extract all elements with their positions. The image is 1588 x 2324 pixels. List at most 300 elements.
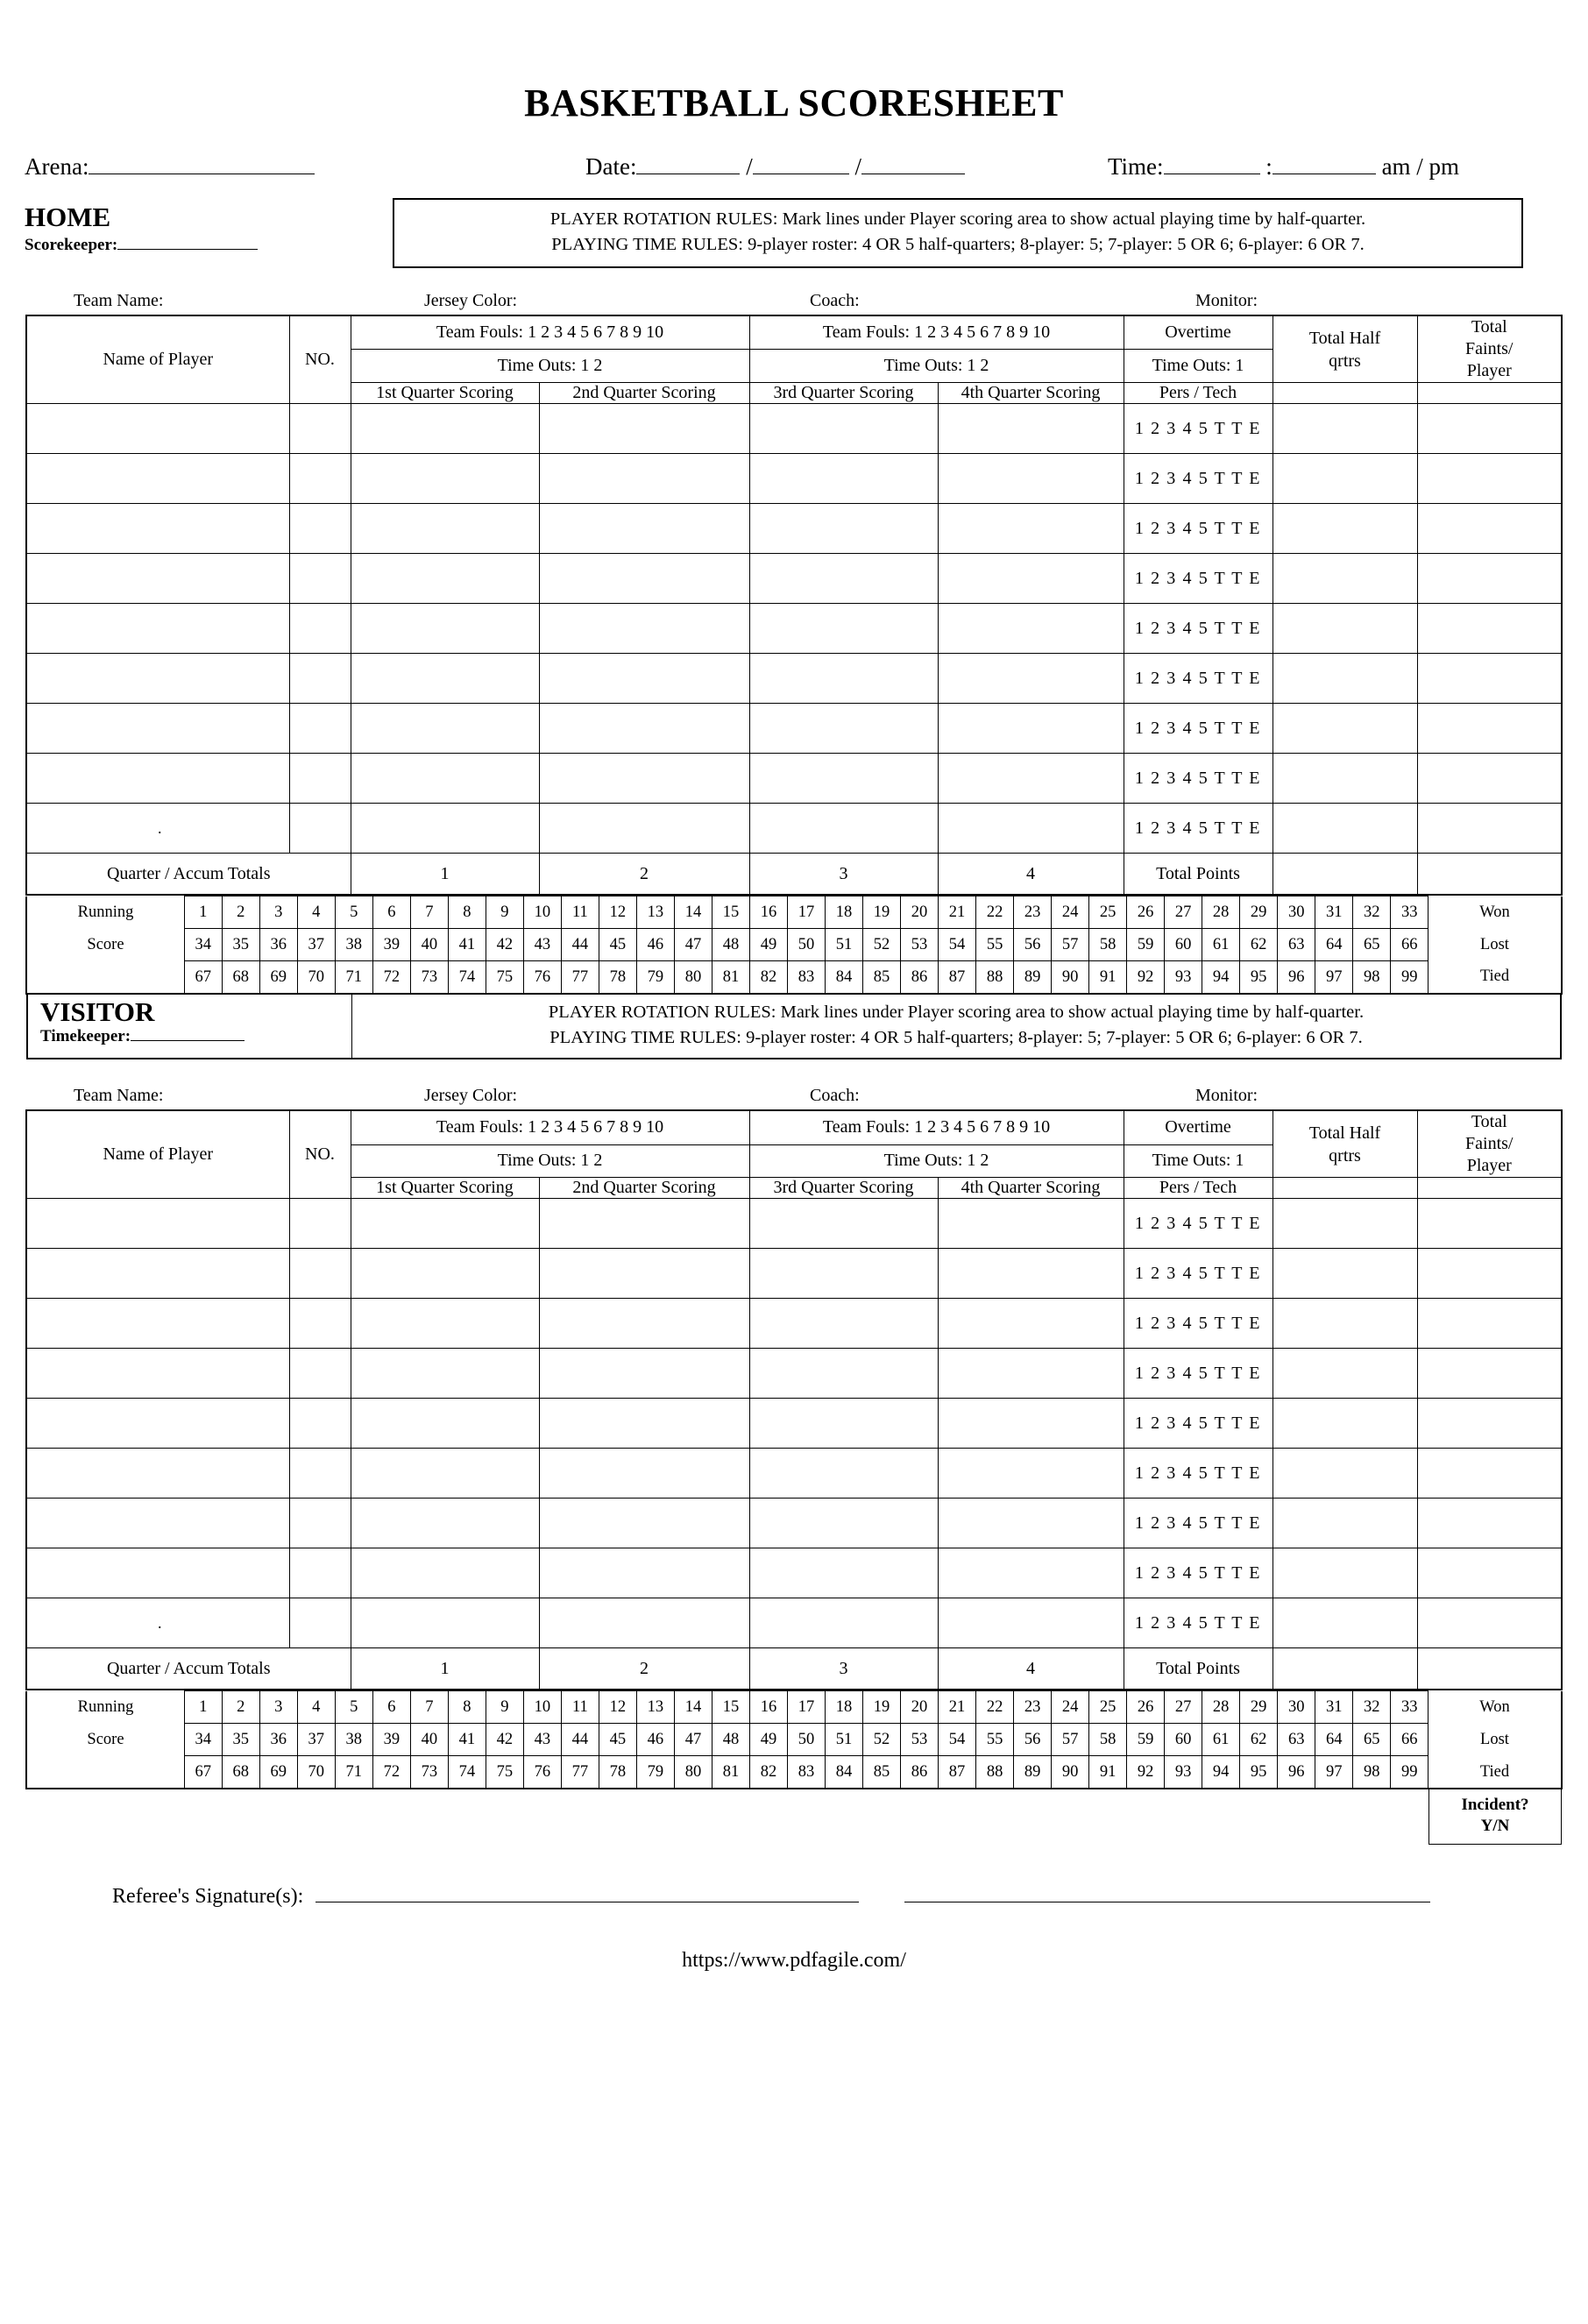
visitor-player-name-9[interactable]: . <box>26 1598 289 1648</box>
visitor-running-cell-11[interactable]: 11 <box>561 1691 599 1724</box>
visitor-q3-score-7[interactable] <box>749 1499 938 1548</box>
visitor-player-name-5[interactable] <box>26 1399 289 1449</box>
visitor-running-cell-3[interactable]: 3 <box>259 1691 297 1724</box>
footer-url[interactable]: https://www.pdfagile.com/ <box>682 1948 906 1972</box>
home-running-cell-45[interactable]: 45 <box>599 929 636 961</box>
home-running-cell-88[interactable]: 88 <box>976 961 1014 995</box>
home-player-no-1[interactable] <box>289 404 351 454</box>
home-player-no-4[interactable] <box>289 554 351 604</box>
home-q1-score-2[interactable] <box>351 454 539 504</box>
visitor-q3-score-5[interactable] <box>749 1399 938 1449</box>
visitor-running-cell-30[interactable]: 30 <box>1278 1691 1315 1724</box>
visitor-player-name-2[interactable] <box>26 1249 289 1299</box>
home-running-cell-21[interactable]: 21 <box>939 896 976 929</box>
visitor-running-cell-4[interactable]: 4 <box>297 1691 335 1724</box>
home-running-cell-78[interactable]: 78 <box>599 961 636 995</box>
visitor-total-half-2[interactable] <box>1273 1249 1417 1299</box>
home-total-faints-2[interactable] <box>1417 454 1562 504</box>
home-q2-score-5[interactable] <box>539 604 749 654</box>
home-running-cell-43[interactable]: 43 <box>523 929 561 961</box>
home-total-half-6[interactable] <box>1273 654 1417 704</box>
visitor-q3-score-6[interactable] <box>749 1449 938 1499</box>
home-accum-q4[interactable]: 4 <box>938 854 1124 896</box>
home-running-cell-82[interactable]: 82 <box>749 961 787 995</box>
visitor-running-cell-94[interactable]: 94 <box>1202 1756 1240 1789</box>
home-running-cell-79[interactable]: 79 <box>636 961 674 995</box>
home-accum-q2[interactable]: 2 <box>539 854 749 896</box>
home-running-cell-53[interactable]: 53 <box>901 929 939 961</box>
home-q1-score-1[interactable] <box>351 404 539 454</box>
home-running-cell-59[interactable]: 59 <box>1127 929 1165 961</box>
visitor-running-cell-12[interactable]: 12 <box>599 1691 636 1724</box>
home-running-cell-50[interactable]: 50 <box>787 929 825 961</box>
visitor-total-faints-1[interactable] <box>1417 1199 1562 1249</box>
home-running-cell-69[interactable]: 69 <box>259 961 297 995</box>
visitor-running-cell-81[interactable]: 81 <box>712 1756 749 1789</box>
home-running-cell-3[interactable]: 3 <box>259 896 297 929</box>
home-running-cell-49[interactable]: 49 <box>749 929 787 961</box>
visitor-q4-score-4[interactable] <box>938 1349 1124 1399</box>
home-player-name-9[interactable]: . <box>26 804 289 854</box>
visitor-q4-score-1[interactable] <box>938 1199 1124 1249</box>
home-q3-score-1[interactable] <box>749 404 938 454</box>
visitor-running-cell-77[interactable]: 77 <box>561 1756 599 1789</box>
home-total-faints-7[interactable] <box>1417 704 1562 754</box>
visitor-foul-marks-7[interactable]: 1 2 3 4 5 T T E <box>1124 1499 1273 1548</box>
visitor-team-fouls-first-half[interactable]: Team Fouls: 1 2 3 4 5 6 7 8 9 10 <box>351 1110 749 1144</box>
home-total-half-4[interactable] <box>1273 554 1417 604</box>
visitor-q3-score-8[interactable] <box>749 1548 938 1598</box>
home-running-cell-51[interactable]: 51 <box>826 929 863 961</box>
visitor-running-cell-43[interactable]: 43 <box>523 1724 561 1756</box>
visitor-total-half-7[interactable] <box>1273 1499 1417 1548</box>
home-running-cell-22[interactable]: 22 <box>976 896 1014 929</box>
visitor-running-cell-39[interactable]: 39 <box>372 1724 410 1756</box>
visitor-running-cell-37[interactable]: 37 <box>297 1724 335 1756</box>
home-running-cell-83[interactable]: 83 <box>787 961 825 995</box>
home-running-cell-2[interactable]: 2 <box>222 896 259 929</box>
timekeeper-input[interactable] <box>131 1039 245 1041</box>
visitor-running-cell-47[interactable]: 47 <box>674 1724 712 1756</box>
visitor-running-cell-28[interactable]: 28 <box>1202 1691 1240 1724</box>
visitor-running-cell-75[interactable]: 75 <box>486 1756 523 1789</box>
home-result-lost[interactable]: Lost <box>1428 929 1562 961</box>
home-player-no-3[interactable] <box>289 504 351 554</box>
home-running-cell-20[interactable]: 20 <box>901 896 939 929</box>
home-running-cell-16[interactable]: 16 <box>749 896 787 929</box>
visitor-running-cell-10[interactable]: 10 <box>523 1691 561 1724</box>
referee-signature-input-2[interactable] <box>904 1901 1430 1902</box>
visitor-q4-score-2[interactable] <box>938 1249 1124 1299</box>
home-total-half-9[interactable] <box>1273 804 1417 854</box>
home-total-faints-3[interactable] <box>1417 504 1562 554</box>
visitor-running-cell-71[interactable]: 71 <box>335 1756 372 1789</box>
visitor-q2-score-1[interactable] <box>539 1199 749 1249</box>
home-running-cell-17[interactable]: 17 <box>787 896 825 929</box>
visitor-result-won[interactable]: Won <box>1428 1691 1562 1724</box>
home-running-cell-67[interactable]: 67 <box>184 961 222 995</box>
home-q4-score-2[interactable] <box>938 454 1124 504</box>
home-running-cell-35[interactable]: 35 <box>222 929 259 961</box>
visitor-running-cell-21[interactable]: 21 <box>939 1691 976 1724</box>
home-foul-marks-5[interactable]: 1 2 3 4 5 T T E <box>1124 604 1273 654</box>
home-q2-score-6[interactable] <box>539 654 749 704</box>
visitor-running-cell-83[interactable]: 83 <box>787 1756 825 1789</box>
home-running-cell-95[interactable]: 95 <box>1240 961 1278 995</box>
visitor-running-cell-92[interactable]: 92 <box>1127 1756 1165 1789</box>
visitor-running-cell-76[interactable]: 76 <box>523 1756 561 1789</box>
visitor-running-cell-74[interactable]: 74 <box>448 1756 486 1789</box>
visitor-running-cell-31[interactable]: 31 <box>1315 1691 1353 1724</box>
home-q4-score-4[interactable] <box>938 554 1124 604</box>
arena-input[interactable] <box>89 173 315 174</box>
home-running-cell-52[interactable]: 52 <box>863 929 901 961</box>
visitor-running-cell-82[interactable]: 82 <box>749 1756 787 1789</box>
visitor-running-cell-7[interactable]: 7 <box>410 1691 448 1724</box>
home-overtime-timeouts[interactable]: Time Outs: 1 <box>1124 350 1273 383</box>
visitor-running-cell-66[interactable]: 66 <box>1391 1724 1428 1756</box>
visitor-running-cell-14[interactable]: 14 <box>674 1691 712 1724</box>
home-q4-score-1[interactable] <box>938 404 1124 454</box>
visitor-q3-score-3[interactable] <box>749 1299 938 1349</box>
home-running-cell-39[interactable]: 39 <box>372 929 410 961</box>
home-running-cell-19[interactable]: 19 <box>863 896 901 929</box>
visitor-player-no-8[interactable] <box>289 1548 351 1598</box>
visitor-q3-score-9[interactable] <box>749 1598 938 1648</box>
visitor-running-cell-2[interactable]: 2 <box>222 1691 259 1724</box>
home-running-cell-55[interactable]: 55 <box>976 929 1014 961</box>
home-player-name-7[interactable] <box>26 704 289 754</box>
visitor-q2-score-5[interactable] <box>539 1399 749 1449</box>
home-running-cell-34[interactable]: 34 <box>184 929 222 961</box>
visitor-running-cell-32[interactable]: 32 <box>1353 1691 1391 1724</box>
home-running-cell-81[interactable]: 81 <box>712 961 749 995</box>
visitor-running-cell-95[interactable]: 95 <box>1240 1756 1278 1789</box>
home-running-cell-91[interactable]: 91 <box>1089 961 1127 995</box>
home-running-cell-7[interactable]: 7 <box>410 896 448 929</box>
home-accum-q3[interactable]: 3 <box>749 854 938 896</box>
visitor-q1-score-8[interactable] <box>351 1548 539 1598</box>
home-q1-score-6[interactable] <box>351 654 539 704</box>
home-running-cell-73[interactable]: 73 <box>410 961 448 995</box>
home-q2-score-4[interactable] <box>539 554 749 604</box>
home-player-name-4[interactable] <box>26 554 289 604</box>
visitor-running-cell-13[interactable]: 13 <box>636 1691 674 1724</box>
visitor-q2-score-7[interactable] <box>539 1499 749 1548</box>
home-running-cell-75[interactable]: 75 <box>486 961 523 995</box>
visitor-q4-score-3[interactable] <box>938 1299 1124 1349</box>
home-running-cell-58[interactable]: 58 <box>1089 929 1127 961</box>
home-running-cell-66[interactable]: 66 <box>1391 929 1428 961</box>
visitor-player-no-7[interactable] <box>289 1499 351 1548</box>
visitor-running-cell-67[interactable]: 67 <box>184 1756 222 1789</box>
visitor-running-cell-91[interactable]: 91 <box>1089 1756 1127 1789</box>
home-total-half-8[interactable] <box>1273 754 1417 804</box>
home-q2-score-9[interactable] <box>539 804 749 854</box>
home-player-no-9[interactable] <box>289 804 351 854</box>
visitor-running-cell-35[interactable]: 35 <box>222 1724 259 1756</box>
visitor-player-name-8[interactable] <box>26 1548 289 1598</box>
visitor-player-name-3[interactable] <box>26 1299 289 1349</box>
home-running-cell-4[interactable]: 4 <box>297 896 335 929</box>
home-running-cell-44[interactable]: 44 <box>561 929 599 961</box>
visitor-q1-score-3[interactable] <box>351 1299 539 1349</box>
home-running-cell-65[interactable]: 65 <box>1353 929 1391 961</box>
visitor-total-half-4[interactable] <box>1273 1349 1417 1399</box>
visitor-running-cell-87[interactable]: 87 <box>939 1756 976 1789</box>
visitor-running-cell-41[interactable]: 41 <box>448 1724 486 1756</box>
home-running-cell-72[interactable]: 72 <box>372 961 410 995</box>
ampm-label[interactable]: am / pm <box>1381 153 1460 180</box>
home-running-cell-30[interactable]: 30 <box>1278 896 1315 929</box>
visitor-foul-marks-2[interactable]: 1 2 3 4 5 T T E <box>1124 1249 1273 1299</box>
time-minute-input[interactable] <box>1273 173 1376 174</box>
home-total-half-7[interactable] <box>1273 704 1417 754</box>
visitor-player-no-2[interactable] <box>289 1249 351 1299</box>
visitor-q4-score-8[interactable] <box>938 1548 1124 1598</box>
visitor-player-no-3[interactable] <box>289 1299 351 1349</box>
home-foul-marks-3[interactable]: 1 2 3 4 5 T T E <box>1124 504 1273 554</box>
visitor-running-cell-69[interactable]: 69 <box>259 1756 297 1789</box>
visitor-timeouts-second-half[interactable]: Time Outs: 1 2 <box>749 1144 1124 1178</box>
home-running-cell-97[interactable]: 97 <box>1315 961 1353 995</box>
home-player-name-1[interactable] <box>26 404 289 454</box>
visitor-running-cell-17[interactable]: 17 <box>787 1691 825 1724</box>
home-team-fouls-first-half[interactable]: Team Fouls: 1 2 3 4 5 6 7 8 9 10 <box>351 315 749 350</box>
visitor-running-cell-59[interactable]: 59 <box>1127 1724 1165 1756</box>
home-running-cell-86[interactable]: 86 <box>901 961 939 995</box>
home-total-half-3[interactable] <box>1273 504 1417 554</box>
visitor-running-cell-50[interactable]: 50 <box>787 1724 825 1756</box>
visitor-running-cell-65[interactable]: 65 <box>1353 1724 1391 1756</box>
visitor-running-cell-98[interactable]: 98 <box>1353 1756 1391 1789</box>
home-running-cell-47[interactable]: 47 <box>674 929 712 961</box>
home-timeouts-first-half[interactable]: Time Outs: 1 2 <box>351 350 749 383</box>
home-accum-faints[interactable] <box>1417 854 1562 896</box>
visitor-q2-score-8[interactable] <box>539 1548 749 1598</box>
home-player-no-5[interactable] <box>289 604 351 654</box>
visitor-running-cell-63[interactable]: 63 <box>1278 1724 1315 1756</box>
visitor-q1-score-6[interactable] <box>351 1449 539 1499</box>
visitor-running-cell-20[interactable]: 20 <box>901 1691 939 1724</box>
visitor-q2-score-6[interactable] <box>539 1449 749 1499</box>
home-running-cell-96[interactable]: 96 <box>1278 961 1315 995</box>
home-foul-marks-8[interactable]: 1 2 3 4 5 T T E <box>1124 754 1273 804</box>
visitor-running-cell-40[interactable]: 40 <box>410 1724 448 1756</box>
visitor-running-cell-1[interactable]: 1 <box>184 1691 222 1724</box>
visitor-running-cell-8[interactable]: 8 <box>448 1691 486 1724</box>
home-q4-score-6[interactable] <box>938 654 1124 704</box>
date-year-input[interactable] <box>861 173 965 174</box>
visitor-player-name-4[interactable] <box>26 1349 289 1399</box>
home-total-faints-1[interactable] <box>1417 404 1562 454</box>
visitor-running-cell-56[interactable]: 56 <box>1014 1724 1052 1756</box>
home-running-cell-61[interactable]: 61 <box>1202 929 1240 961</box>
visitor-total-points-value[interactable] <box>1273 1648 1417 1690</box>
home-running-cell-23[interactable]: 23 <box>1014 896 1052 929</box>
home-player-no-8[interactable] <box>289 754 351 804</box>
visitor-q4-score-7[interactable] <box>938 1499 1124 1548</box>
visitor-player-no-4[interactable] <box>289 1349 351 1399</box>
scorekeeper-input[interactable] <box>117 248 258 250</box>
visitor-q3-score-4[interactable] <box>749 1349 938 1399</box>
visitor-player-no-6[interactable] <box>289 1449 351 1499</box>
home-running-cell-5[interactable]: 5 <box>335 896 372 929</box>
home-total-points-value[interactable] <box>1273 854 1417 896</box>
home-q1-score-7[interactable] <box>351 704 539 754</box>
visitor-running-cell-22[interactable]: 22 <box>976 1691 1014 1724</box>
visitor-running-cell-46[interactable]: 46 <box>636 1724 674 1756</box>
visitor-running-cell-73[interactable]: 73 <box>410 1756 448 1789</box>
home-foul-marks-9[interactable]: 1 2 3 4 5 T T E <box>1124 804 1273 854</box>
home-running-cell-62[interactable]: 62 <box>1240 929 1278 961</box>
visitor-running-cell-6[interactable]: 6 <box>372 1691 410 1724</box>
visitor-total-faints-4[interactable] <box>1417 1349 1562 1399</box>
visitor-result-lost[interactable]: Lost <box>1428 1724 1562 1756</box>
home-running-cell-80[interactable]: 80 <box>674 961 712 995</box>
home-q3-score-5[interactable] <box>749 604 938 654</box>
visitor-player-no-1[interactable] <box>289 1199 351 1249</box>
visitor-total-half-8[interactable] <box>1273 1548 1417 1598</box>
visitor-foul-marks-6[interactable]: 1 2 3 4 5 T T E <box>1124 1449 1273 1499</box>
visitor-running-cell-9[interactable]: 9 <box>486 1691 523 1724</box>
visitor-running-cell-45[interactable]: 45 <box>599 1724 636 1756</box>
home-total-faints-5[interactable] <box>1417 604 1562 654</box>
home-total-half-2[interactable] <box>1273 454 1417 504</box>
visitor-running-cell-90[interactable]: 90 <box>1052 1756 1089 1789</box>
visitor-total-faints-3[interactable] <box>1417 1299 1562 1349</box>
home-running-cell-54[interactable]: 54 <box>939 929 976 961</box>
visitor-q3-score-1[interactable] <box>749 1199 938 1249</box>
visitor-accum-q4[interactable]: 4 <box>938 1648 1124 1690</box>
home-running-cell-29[interactable]: 29 <box>1240 896 1278 929</box>
visitor-running-cell-99[interactable]: 99 <box>1391 1756 1428 1789</box>
visitor-accum-q1[interactable]: 1 <box>351 1648 539 1690</box>
visitor-running-cell-72[interactable]: 72 <box>372 1756 410 1789</box>
visitor-player-no-9[interactable] <box>289 1598 351 1648</box>
home-foul-marks-4[interactable]: 1 2 3 4 5 T T E <box>1124 554 1273 604</box>
home-running-cell-41[interactable]: 41 <box>448 929 486 961</box>
home-running-cell-32[interactable]: 32 <box>1353 896 1391 929</box>
home-q2-score-3[interactable] <box>539 504 749 554</box>
home-running-cell-92[interactable]: 92 <box>1127 961 1165 995</box>
visitor-q1-score-2[interactable] <box>351 1249 539 1299</box>
visitor-q1-score-4[interactable] <box>351 1349 539 1399</box>
visitor-total-half-3[interactable] <box>1273 1299 1417 1349</box>
home-player-name-3[interactable] <box>26 504 289 554</box>
home-running-cell-1[interactable]: 1 <box>184 896 222 929</box>
home-running-cell-60[interactable]: 60 <box>1165 929 1202 961</box>
visitor-running-cell-34[interactable]: 34 <box>184 1724 222 1756</box>
visitor-running-cell-89[interactable]: 89 <box>1014 1756 1052 1789</box>
home-q2-score-1[interactable] <box>539 404 749 454</box>
visitor-foul-marks-4[interactable]: 1 2 3 4 5 T T E <box>1124 1349 1273 1399</box>
visitor-q4-score-6[interactable] <box>938 1449 1124 1499</box>
visitor-running-cell-5[interactable]: 5 <box>335 1691 372 1724</box>
visitor-total-faints-6[interactable] <box>1417 1449 1562 1499</box>
visitor-running-cell-58[interactable]: 58 <box>1089 1724 1127 1756</box>
home-total-faints-8[interactable] <box>1417 754 1562 804</box>
home-q3-score-4[interactable] <box>749 554 938 604</box>
home-running-cell-89[interactable]: 89 <box>1014 961 1052 995</box>
visitor-q1-score-1[interactable] <box>351 1199 539 1249</box>
visitor-q2-score-9[interactable] <box>539 1598 749 1648</box>
time-hour-input[interactable] <box>1164 173 1260 174</box>
home-q1-score-8[interactable] <box>351 754 539 804</box>
home-running-cell-93[interactable]: 93 <box>1165 961 1202 995</box>
home-running-cell-48[interactable]: 48 <box>712 929 749 961</box>
visitor-foul-marks-1[interactable]: 1 2 3 4 5 T T E <box>1124 1199 1273 1249</box>
visitor-total-faints-7[interactable] <box>1417 1499 1562 1548</box>
incident-box[interactable] <box>1428 1789 1562 1845</box>
home-running-cell-77[interactable]: 77 <box>561 961 599 995</box>
home-running-cell-63[interactable]: 63 <box>1278 929 1315 961</box>
home-running-cell-74[interactable]: 74 <box>448 961 486 995</box>
home-running-cell-70[interactable]: 70 <box>297 961 335 995</box>
home-running-cell-6[interactable]: 6 <box>372 896 410 929</box>
visitor-total-half-1[interactable] <box>1273 1199 1417 1249</box>
visitor-timeouts-first-half[interactable]: Time Outs: 1 2 <box>351 1144 749 1178</box>
home-q3-score-3[interactable] <box>749 504 938 554</box>
home-running-cell-76[interactable]: 76 <box>523 961 561 995</box>
visitor-running-cell-26[interactable]: 26 <box>1127 1691 1165 1724</box>
visitor-running-cell-96[interactable]: 96 <box>1278 1756 1315 1789</box>
home-running-cell-11[interactable]: 11 <box>561 896 599 929</box>
visitor-q1-score-5[interactable] <box>351 1399 539 1449</box>
visitor-player-name-7[interactable] <box>26 1499 289 1548</box>
visitor-running-cell-15[interactable]: 15 <box>712 1691 749 1724</box>
home-q3-score-8[interactable] <box>749 754 938 804</box>
visitor-running-cell-16[interactable]: 16 <box>749 1691 787 1724</box>
visitor-total-half-9[interactable] <box>1273 1598 1417 1648</box>
visitor-accum-q3[interactable]: 3 <box>749 1648 938 1690</box>
visitor-total-faints-2[interactable] <box>1417 1249 1562 1299</box>
visitor-running-cell-68[interactable]: 68 <box>222 1756 259 1789</box>
home-player-no-7[interactable] <box>289 704 351 754</box>
visitor-running-cell-85[interactable]: 85 <box>863 1756 901 1789</box>
visitor-running-cell-44[interactable]: 44 <box>561 1724 599 1756</box>
home-q2-score-8[interactable] <box>539 754 749 804</box>
visitor-running-cell-88[interactable]: 88 <box>976 1756 1014 1789</box>
home-running-cell-8[interactable]: 8 <box>448 896 486 929</box>
visitor-total-half-6[interactable] <box>1273 1449 1417 1499</box>
home-running-cell-68[interactable]: 68 <box>222 961 259 995</box>
visitor-total-half-5[interactable] <box>1273 1399 1417 1449</box>
home-q2-score-7[interactable] <box>539 704 749 754</box>
home-running-cell-42[interactable]: 42 <box>486 929 523 961</box>
visitor-running-cell-18[interactable]: 18 <box>826 1691 863 1724</box>
visitor-running-cell-24[interactable]: 24 <box>1052 1691 1089 1724</box>
home-running-cell-27[interactable]: 27 <box>1165 896 1202 929</box>
visitor-running-cell-57[interactable]: 57 <box>1052 1724 1089 1756</box>
visitor-accum-faints[interactable] <box>1417 1648 1562 1690</box>
home-q4-score-3[interactable] <box>938 504 1124 554</box>
home-player-no-6[interactable] <box>289 654 351 704</box>
home-q1-score-4[interactable] <box>351 554 539 604</box>
home-running-cell-98[interactable]: 98 <box>1353 961 1391 995</box>
home-total-half-1[interactable] <box>1273 404 1417 454</box>
home-player-name-6[interactable] <box>26 654 289 704</box>
home-running-cell-9[interactable]: 9 <box>486 896 523 929</box>
home-q4-score-5[interactable] <box>938 604 1124 654</box>
visitor-team-fouls-second-half[interactable]: Team Fouls: 1 2 3 4 5 6 7 8 9 10 <box>749 1110 1124 1144</box>
home-running-cell-13[interactable]: 13 <box>636 896 674 929</box>
visitor-running-cell-23[interactable]: 23 <box>1014 1691 1052 1724</box>
visitor-running-cell-62[interactable]: 62 <box>1240 1724 1278 1756</box>
home-player-name-8[interactable] <box>26 754 289 804</box>
visitor-player-no-5[interactable] <box>289 1399 351 1449</box>
home-foul-marks-1[interactable]: 1 2 3 4 5 T T E <box>1124 404 1273 454</box>
